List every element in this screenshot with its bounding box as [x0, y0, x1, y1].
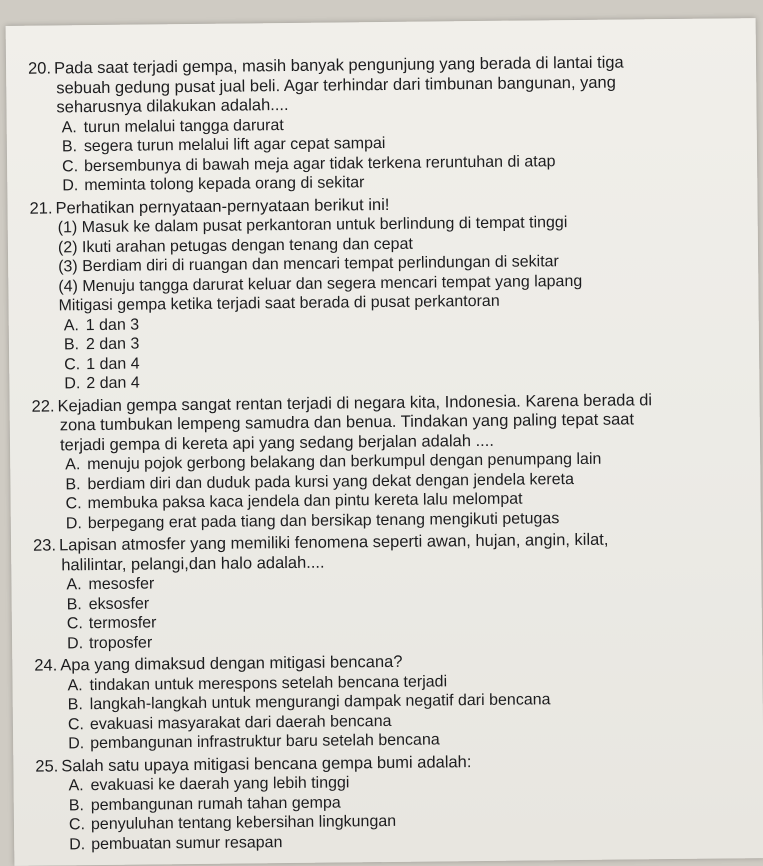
- option-b[interactable]: B. berdiam diri dan duduk pada kursi yang dekat dengan jendela kereta: [65, 470, 575, 493]
- option-c[interactable]: C. penyuluhan tentang kebersihan lingkungan: [68, 812, 397, 834]
- question-text: Kejadian gempa sangat rentan terjadi di negara kita, Indonesia. Karena berada di: [57, 390, 653, 415]
- option-d[interactable]: D. berpegang erat pada tiang dan bersikap tenang mengikuti petugas: [65, 509, 560, 532]
- question-number: 21.: [29, 198, 53, 218]
- question-22: [32, 390, 763, 534]
- option-a[interactable]: A. tindakan untuk merespons setelah bencana terjadi: [67, 672, 448, 694]
- question-21: [29, 192, 763, 395]
- option-c[interactable]: C. termosfer: [66, 614, 157, 633]
- option-b[interactable]: B. langkah-langkah untuk mengurangi dampak negatif dari bencana: [67, 691, 551, 714]
- statement-1: (1) Masuk ke dalam pusat perkantoran untuk berlindung di tempat tinggi: [57, 214, 568, 237]
- statement-2: (2) Ikuti arahan petugas dengan tenang dan cepat: [57, 235, 413, 256]
- question-text: halilintar, pelangi,dan halo adalah....: [61, 553, 325, 574]
- option-b[interactable]: B. 2 dan 3: [63, 335, 140, 354]
- option-b[interactable]: B. eksosfer: [66, 594, 150, 613]
- option-d[interactable]: D. pembangunan infrastruktur baru setelah bencana: [68, 731, 440, 753]
- option-b[interactable]: B. segera turun melalui lift agar cepat sampai: [61, 134, 386, 156]
- question-24: [34, 649, 763, 754]
- option-c[interactable]: C. bersembunya di bawah meja agar tidak terkena reruntuhan di atap: [62, 152, 556, 175]
- option-d[interactable]: D. 2 dan 4: [64, 374, 140, 393]
- statement-4: (4) Menuju tangga darurat keluar dan segera mencari tempat yang lapang: [58, 272, 583, 295]
- question-number: 23.: [32, 536, 57, 555]
- option-a[interactable]: A. 1 dan 3: [63, 316, 140, 334]
- question-number: 22.: [31, 396, 55, 416]
- question-text: Mitigasi gempa ketika terjadi saat berada di pusat perkantoran: [58, 292, 500, 315]
- question-25: [35, 749, 763, 854]
- question-text: zona tumbukan lempeng samudra dan benua. Tindakan yang paling tepat saat: [59, 410, 635, 435]
- option-c[interactable]: C. evakuasi masyarakat dari daerah bencana: [67, 712, 392, 733]
- option-b[interactable]: B. pembangunan rumah tahan gempa: [68, 793, 341, 814]
- statement-3: (3) Berdiam diri di ruangan dan mencari tempat perlindungan di sekitar: [58, 253, 559, 276]
- option-a[interactable]: A. mesosfer: [66, 575, 155, 594]
- question-list: [28, 52, 763, 855]
- question-text: Apa yang dimaksud dengan mitigasi bencana?: [60, 652, 403, 675]
- option-a[interactable]: A. evakuasi ke daerah yang lebih tinggi: [68, 774, 350, 795]
- option-d[interactable]: D. meminta tolong kepada orang di sekitar: [62, 174, 365, 195]
- question-number: 25.: [35, 756, 59, 776]
- question-number: 24.: [34, 656, 58, 675]
- question-23: [33, 529, 763, 654]
- question-text: seharusnya dilakukan adalah....: [56, 95, 289, 117]
- question-text: Lapisan atmosfer yang memiliki fenomena seperti awan, hujan, angin, kilat,: [58, 530, 609, 555]
- question-text: Perhatikan pernyataan-pernyataan berikut ini!: [55, 195, 390, 217]
- option-d[interactable]: D. troposfer: [67, 633, 153, 652]
- question-text: sebuah gedung pusat jual beli. Agar terhindar dari timbunan bangunan, yang: [56, 73, 616, 97]
- question-20: [28, 52, 763, 196]
- question-text: terjadi gempa di kereta api yang sedang berjalan adalah ....: [59, 431, 494, 454]
- option-d[interactable]: D. pembuatan sumur resapan: [69, 833, 283, 853]
- option-c[interactable]: C. membuka paksa kaca jendela dan pintu kereta lalu melompat: [65, 490, 523, 513]
- question-number: 20.: [27, 59, 52, 78]
- option-c[interactable]: C. 1 dan 4: [64, 355, 140, 373]
- question-text: Pada saat terjadi gempa, masih banyak pengunjung yang berada di lantai tiga: [53, 53, 624, 78]
- option-a[interactable]: A. menuju pojok gerbong belakang dan berkumpul dengan penumpang lain: [65, 450, 602, 474]
- question-text: Salah satu upaya mitigasi bencana gempa bumi adalah:: [61, 752, 472, 775]
- option-a[interactable]: A. turun melalui tangga darurat: [61, 116, 284, 136]
- worksheet-page: [6, 18, 763, 866]
